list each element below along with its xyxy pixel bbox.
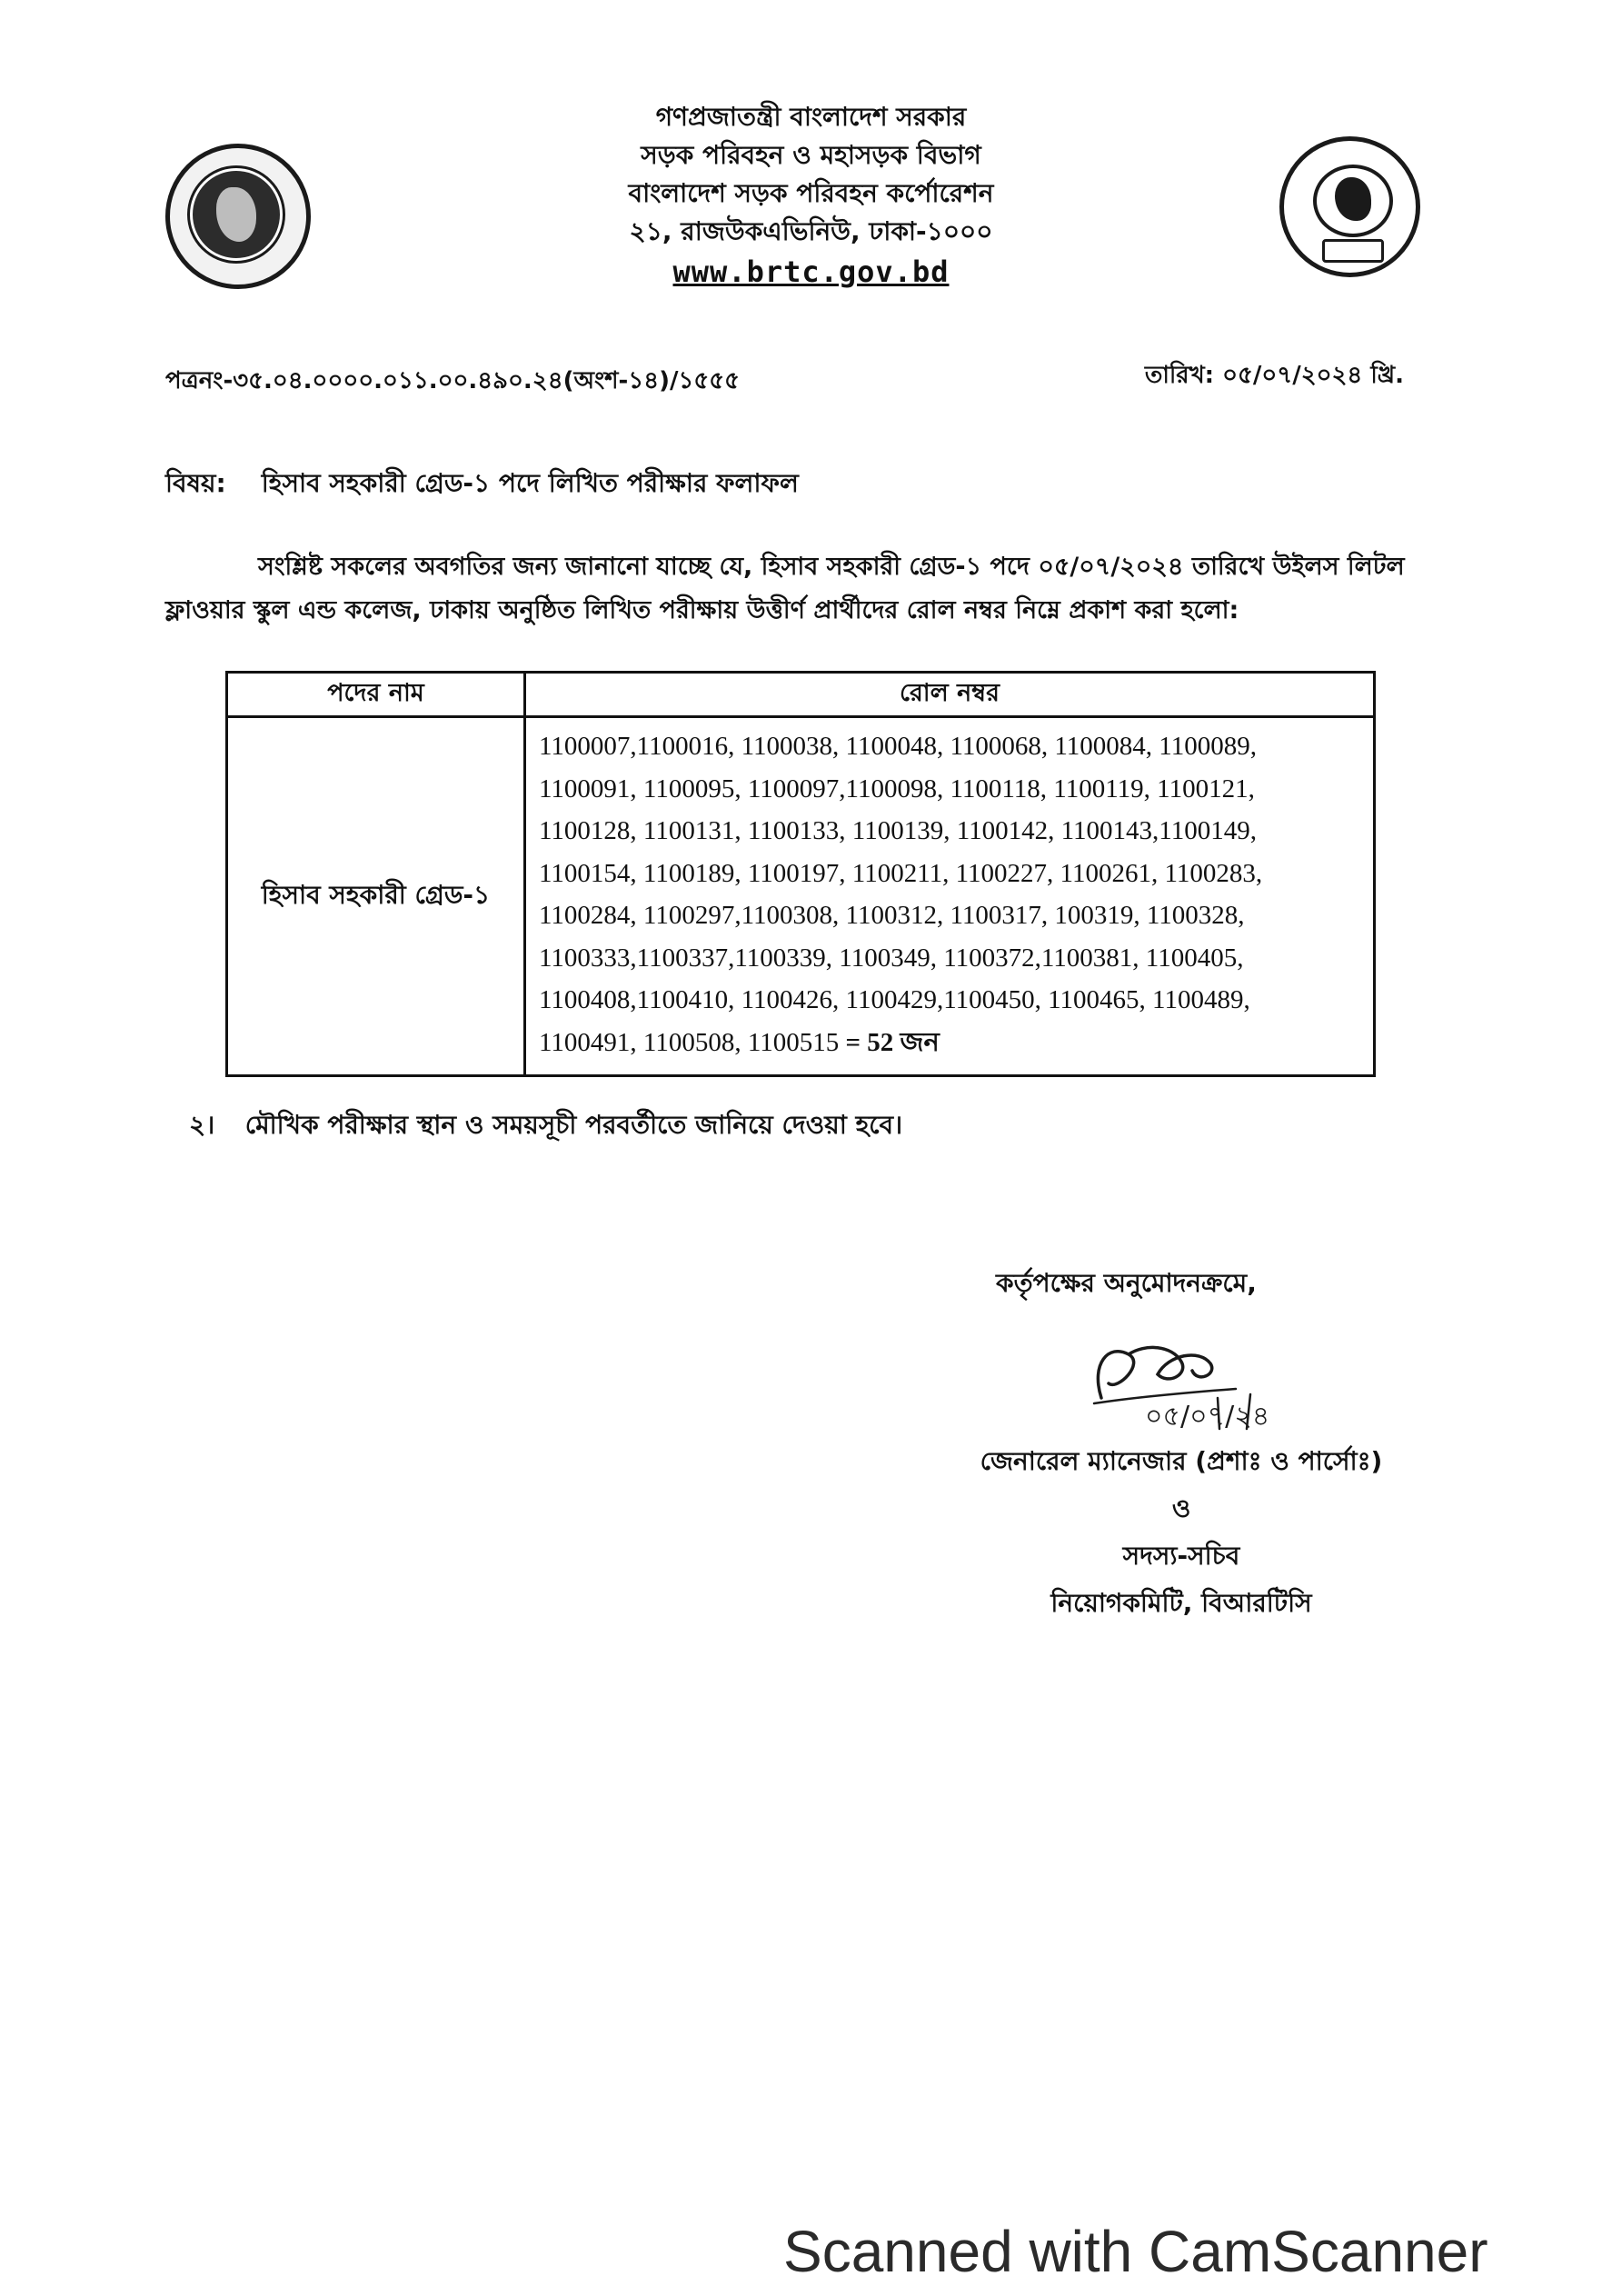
reference-number: পত্রনং-৩৫.০৪.০০০০.০১১.০০.৪৯০.২৪(অংশ-১৪)/১৫৫৫ [165, 367, 740, 394]
approval-text: কর্তৃপক্ষের অনুমোদনক্রমে, [996, 1268, 1257, 1298]
header-division: সড়ক পরিবহন ও মহাসড়ক বিভাগ [641, 140, 981, 170]
total-count: = 52 জন [845, 1027, 940, 1057]
roll-line: 1100154, 1100189, 1100197, 1100211, 1100227, 1100261, 1100283, [539, 858, 1263, 888]
designation-role: সদস্য-সচিব [1122, 1541, 1240, 1571]
camscanner-watermark: Scanned with CamScanner [783, 2219, 1488, 2284]
note-number: ২। [189, 1110, 215, 1140]
header-address: ২১, রাজউকএভিনিউ, ঢাকা-১০০০ [629, 216, 993, 246]
roll-line: 1100007,1100016, 1100038, 1100048, 1100068, 1100084, 1100089, [539, 732, 1257, 761]
header-post-name: পদের নাম [227, 673, 525, 717]
brtc-seal-logo [1279, 136, 1420, 277]
roll-line: 1100408,1100410, 1100426, 1100429,1100450, 1100465, 1100489, [539, 985, 1250, 1014]
header-website: www.brtc.gov.bd [672, 255, 950, 289]
seal-inner-ring [1313, 165, 1393, 237]
roll-line: 1100284, 1100297,1100308, 1100312, 1100317, 100319, 1100328, [539, 901, 1245, 930]
header-roll-number: রোল নম্বর [525, 673, 1375, 717]
note-text: মৌখিক পরীক্ষার স্থান ও সময়সূচী পরবর্তীতে জানিয়ে দেওয়া হবে। [244, 1110, 903, 1140]
roll-line: 1100128, 1100131, 1100133, 1100139, 1100142, 1100143,1100149, [539, 816, 1257, 845]
seal-inner-disc [190, 168, 283, 261]
table-header-row [227, 673, 1375, 717]
header-organization: বাংলাদেশ সড়ক পরিবহন কর্পোরেশন [628, 178, 994, 208]
designation-title: জেনারেল ম্যানেজার (প্রশাঃ ও পার্সোঃ) [980, 1446, 1383, 1476]
roll-line-last-values: 1100491, 1100508, 1100515 [539, 1027, 840, 1057]
letterhead [509, 98, 1113, 291]
header-government: গণপ্রজাতন্ত্রী বাংলাদেশ সরকার [655, 102, 967, 132]
subject-text: হিসাব সহকারী গ্রেড-১ পদে লিখিত পরীক্ষার ফলাফল [261, 468, 799, 498]
seal-banner [1322, 239, 1384, 263]
signatory-designation [963, 1438, 1399, 1627]
signature-date: ০৫/০৭/২৪ [1145, 1401, 1270, 1433]
results-table [225, 671, 1376, 1077]
designation-conjunction: ও [1171, 1493, 1191, 1523]
roll-line: 1100333,1100337,1100339, 1100349, 1100372,1100381, 1100405, [539, 943, 1244, 973]
bangladesh-map-icon [216, 187, 256, 242]
government-seal-logo [165, 144, 311, 289]
designation-committee: নিয়োগকমিটি, বিআরটিসি [1050, 1588, 1312, 1618]
body-paragraph: সংশ্লিষ্ট সকলের অবগতির জন্য জানানো যাচ্ছে যে, হিসাব সহকারী গ্রেড-১ পদে ০৫/০৭/২০২৪ তারিখে উইলস লিটল ফ্লাওয়ার স্কুল এন্ড কলেজ, ঢাকায় অনুষ্ঠিত লিখিত পরীক্ষায় উত্তীর্ণ প্রার্থীদের রোল নম্বর নিম্নে প্রকাশ করা হলো: [165, 553, 1405, 624]
bangladesh-map-icon [1335, 177, 1371, 221]
table-row [227, 717, 1375, 1076]
roll-line-last [539, 1022, 1358, 1064]
roll-numbers-cell [525, 717, 1375, 1076]
subject-line [165, 464, 799, 506]
note-line [189, 1105, 902, 1148]
post-name-cell: হিসাব সহকারী গ্রেড-১ [227, 717, 525, 1076]
roll-line: 1100091, 1100095, 1100097,1100098, 1100118, 1100119, 1100121, [539, 774, 1255, 804]
handwritten-signature [1081, 1327, 1318, 1454]
document-date: তারিখ: ০৫/০৭/২০২৪ খ্রি. [1144, 362, 1404, 389]
subject-label: বিষয়: [165, 468, 226, 498]
